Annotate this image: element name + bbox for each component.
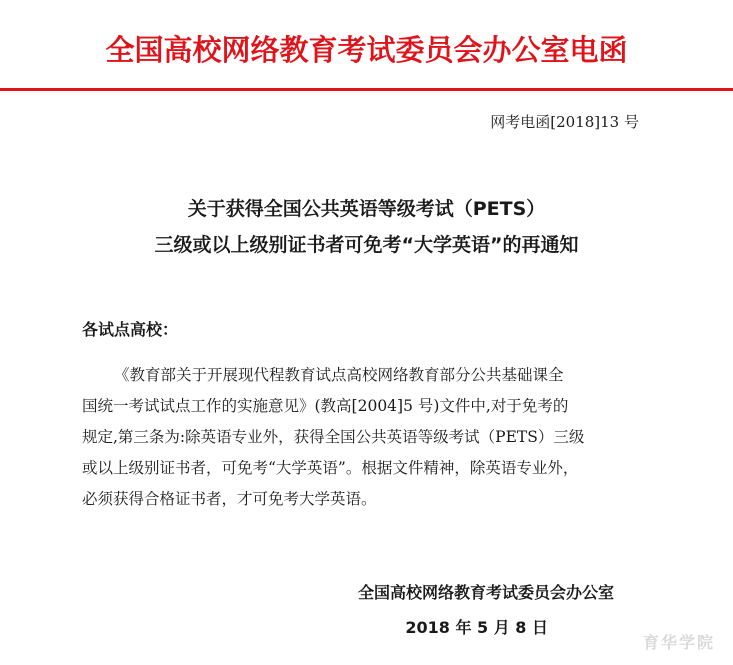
body-paragraph xyxy=(82,360,662,515)
body-line: 或以上级别证书者，可免考“大学英语”。根据文件精神，除英语专业外， xyxy=(82,459,579,477)
notice-title-line-1: 关于获得全国公共英语等级考试（PETS） xyxy=(187,198,546,220)
letterhead-red-rule xyxy=(0,88,733,91)
signature-organization: 全国高校网络教育考试委员会办公室 xyxy=(357,583,614,602)
signature-date: 2018 年 5 月 8 日 xyxy=(405,618,548,637)
body-line: 规定,第三条为:除英语专业外，获得全国公共英语等级考试（PETS）三级 xyxy=(82,428,585,446)
document-number: 网考电函[2018]13 号 xyxy=(490,113,639,131)
notice-title-line-2: 三级或以上级别证书者可免考“大学英语”的再通知 xyxy=(154,234,579,256)
watermark: 育华学院 xyxy=(642,633,715,652)
body-line: 必须获得合格证书者，才可免考大学英语。 xyxy=(82,490,377,508)
letterhead-title: 全国高校网络教育考试委员会办公室电函 xyxy=(105,33,628,67)
body-line: 国统一考试试点工作的实施意见》(教高[2004]5 号)文件中,对于免考的 xyxy=(82,397,569,415)
body-line: 《教育部关于开展现代程教育试点高校网络教育部分公共基础课全 xyxy=(114,366,564,384)
salutation: 各试点高校： xyxy=(82,320,179,339)
